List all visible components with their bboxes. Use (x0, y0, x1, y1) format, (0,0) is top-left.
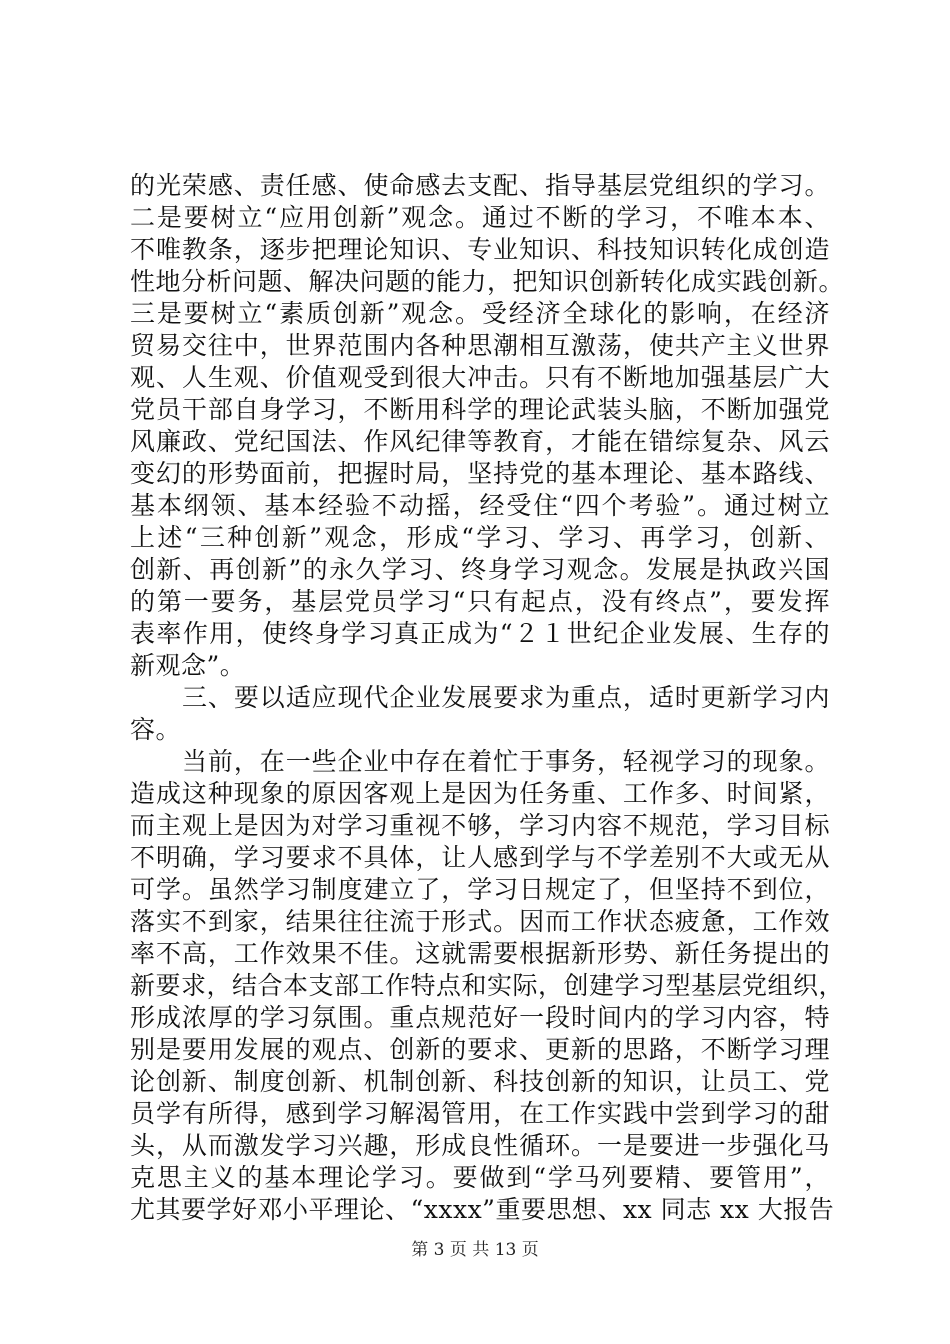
text-line: 率不高，工作效果不佳。这就需要根据新形势、新任务提出的 (130, 939, 830, 968)
text-line: 创新、再创新”的永久学习、终身学习观念。发展是执政兴国 (130, 555, 830, 584)
text-line: 头，从而激发学习兴趣，形成良性循环。一是要进一步强化马 (130, 1131, 830, 1160)
text-line: 上述“三种创新”观念，形成“学习、学习、再学习，创新、 (130, 523, 830, 552)
section-heading-continued: 容。 (130, 715, 182, 744)
text-line: 不唯教条，逐步把理论知识、专业知识、科技知识转化成创造 (130, 235, 830, 264)
text-line: 论创新、制度创新、机制创新、科技创新的知识，让员工、党 (130, 1067, 830, 1096)
text-line: 不明确，学习要求不具体，让人感到学与不学差别不大或无从 (130, 843, 830, 872)
text-line: 别是要用发展的观点、创新的要求、更新的思路，不断学习理 (130, 1035, 830, 1064)
text-line: 造成这种现象的原因客观上是因为任务重、工作多、时间紧， (130, 779, 830, 808)
text-line: 可学。虽然学习制度建立了，学习日规定了，但坚持不到位， (130, 875, 830, 904)
section-heading: 三、要以适应现代企业发展要求为重点，适时更新学习内 (182, 683, 830, 712)
paragraph-start: 当前，在一些企业中存在着忙于事务，轻视学习的现象。 (182, 747, 830, 776)
text-line: 新要求，结合本支部工作特点和实际，创建学习型基层党组织， (130, 971, 845, 1000)
page-number-footer: 第 3 页 共 13 页 (411, 1240, 539, 1260)
text-line: 克思主义的基本理论学习。要做到“学马列要精、要管用”， (130, 1163, 830, 1192)
text-line: 三是要树立“素质创新”观念。受经济全球化的影响，在经济 (130, 299, 830, 328)
text-line: 风廉政、党纪国法、作风纪律等教育，才能在错综复杂、风云 (130, 427, 830, 456)
text-line: 观、人生观、价值观受到很大冲击。只有不断地加强基层广大 (130, 363, 830, 392)
body-text (130, 170, 845, 1226)
text-line: 新观念”。 (130, 651, 246, 680)
text-line: 员学有所得，感到学习解渴管用，在工作实践中尝到学习的甜 (130, 1099, 830, 1128)
text-line: 形成浓厚的学习氛围。重点规范好一段时间内的学习内容，特 (130, 1003, 830, 1032)
text-line: 而主观上是因为对学习重视不够，学习内容不规范，学习目标 (130, 811, 830, 840)
text-line: 变幻的形势面前，把握时局，坚持党的基本理论、基本路线、 (130, 459, 830, 488)
text-line: 贸易交往中，世界范围内各种思潮相互激荡，使共产主义世界 (130, 331, 830, 360)
text-line: 性地分析问题、解决问题的能力，把知识创新转化成实践创新。 (130, 267, 845, 296)
text-line: 二是要树立“应用创新”观念。通过不断的学习，不唯本本、 (130, 203, 830, 232)
text-line: 基本纲领、基本经验不动摇，经受住“四个考验”。通过树立 (130, 491, 830, 520)
text-line: 党员干部自身学习，不断用科学的理论武装头脑，不断加强党 (130, 395, 830, 424)
text-line: 落实不到家，结果往往流于形式。因而工作状态疲惫，工作效 (130, 907, 830, 936)
text-line: 的光荣感、责任感、使命感去支配、指导基层党组织的学习。 (130, 171, 830, 200)
text-line: 尤其要学好邓小平理论、“xxxx”重要思想、xx 同志 xx 大报告 (130, 1195, 835, 1224)
text-line: 的第一要务，基层党员学习“只有起点，没有终点”，要发挥 (130, 587, 830, 616)
text-line: 表率作用，使终身学习真正成为“２１世纪企业发展、生存的 (130, 619, 830, 648)
